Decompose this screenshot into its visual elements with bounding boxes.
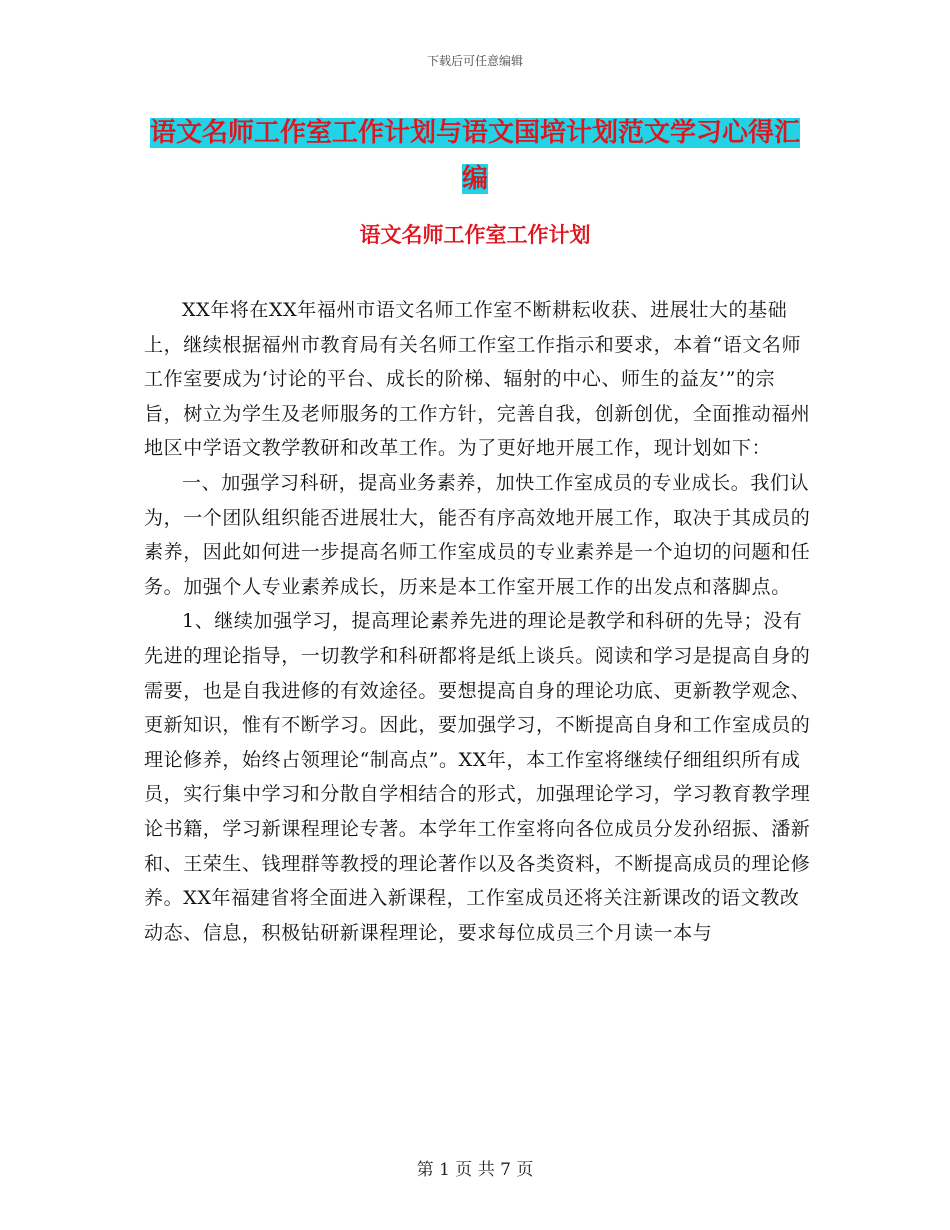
page-number: 第 1 页 共 7 页 bbox=[416, 1160, 534, 1180]
section-title: 语文名师工作室工作计划 bbox=[359, 223, 591, 247]
paragraph-item-1-1: 1、继续加强学习，提高理论素养先进的理论是教学和科研的先导；没有先进的理论指导，一切教学和科研都将是纸上谈兵。阅读和学习是提高自身的需要，也是自我进修的有效途径。要想提高自身的理论功底、更新教学观念、更新知识，惟有不断学习。因此，要加强学习，不断提高自身和工作室成员的理论修养，始终占领理论“制高点”。XX年，本工作室将继续仔细组织所有成员，实行集中学习和分散自学相结合的形式，加强理论学习，学习教育教学理论书籍，学习新课程理论专著。本学年工作室将向各位成员分发孙绍振、潘新和、王荣生、钱理群等教授的理论著作以及各类资料，不断提高成员的理论修养。XX年福建省将全面进入新课程，工作室成员还将关注新课改的语文教改动态、信息，积极钻研新课程理论，要求每位成员三个月读一本与 bbox=[144, 610, 811, 944]
document-title-highlight: 语文名师工作室工作计划与语文国培计划范文学习心得汇编 bbox=[150, 118, 801, 194]
paragraph-item-1: 一、加强学习科研，提高业务素养，加快工作室成员的专业成长。我们认为，一个团队组织能否进展壮大，能否有序高效地开展工作，取决于其成员的素养，因此如何进一步提高名师工作室成员的专业素养是一个迫切的问题和任务。加强个人专业素养成长，历来是本工作室开展工作的出发点和落脚点。 bbox=[144, 471, 811, 598]
document-title bbox=[150, 110, 800, 202]
paragraph-intro: XX年将在XX年福州市语文名师工作室不断耕耘收获、进展壮大的基础上，继续根据福州市教育局有关名师工作室工作指示和要求，本着“语文名师工作室要成为‘讨论的平台、成长的阶梯、辐射的中心、师生的益友’”的宗旨，树立为学生及老师服务的工作方针，完善自我，创新创优，全面推动福州地区中学语文教学教研和改革工作。为了更好地开展工作，现计划如下： bbox=[144, 299, 811, 460]
document-body bbox=[144, 293, 814, 950]
page-header-note: 下载后可任意编辑 bbox=[426, 54, 523, 68]
